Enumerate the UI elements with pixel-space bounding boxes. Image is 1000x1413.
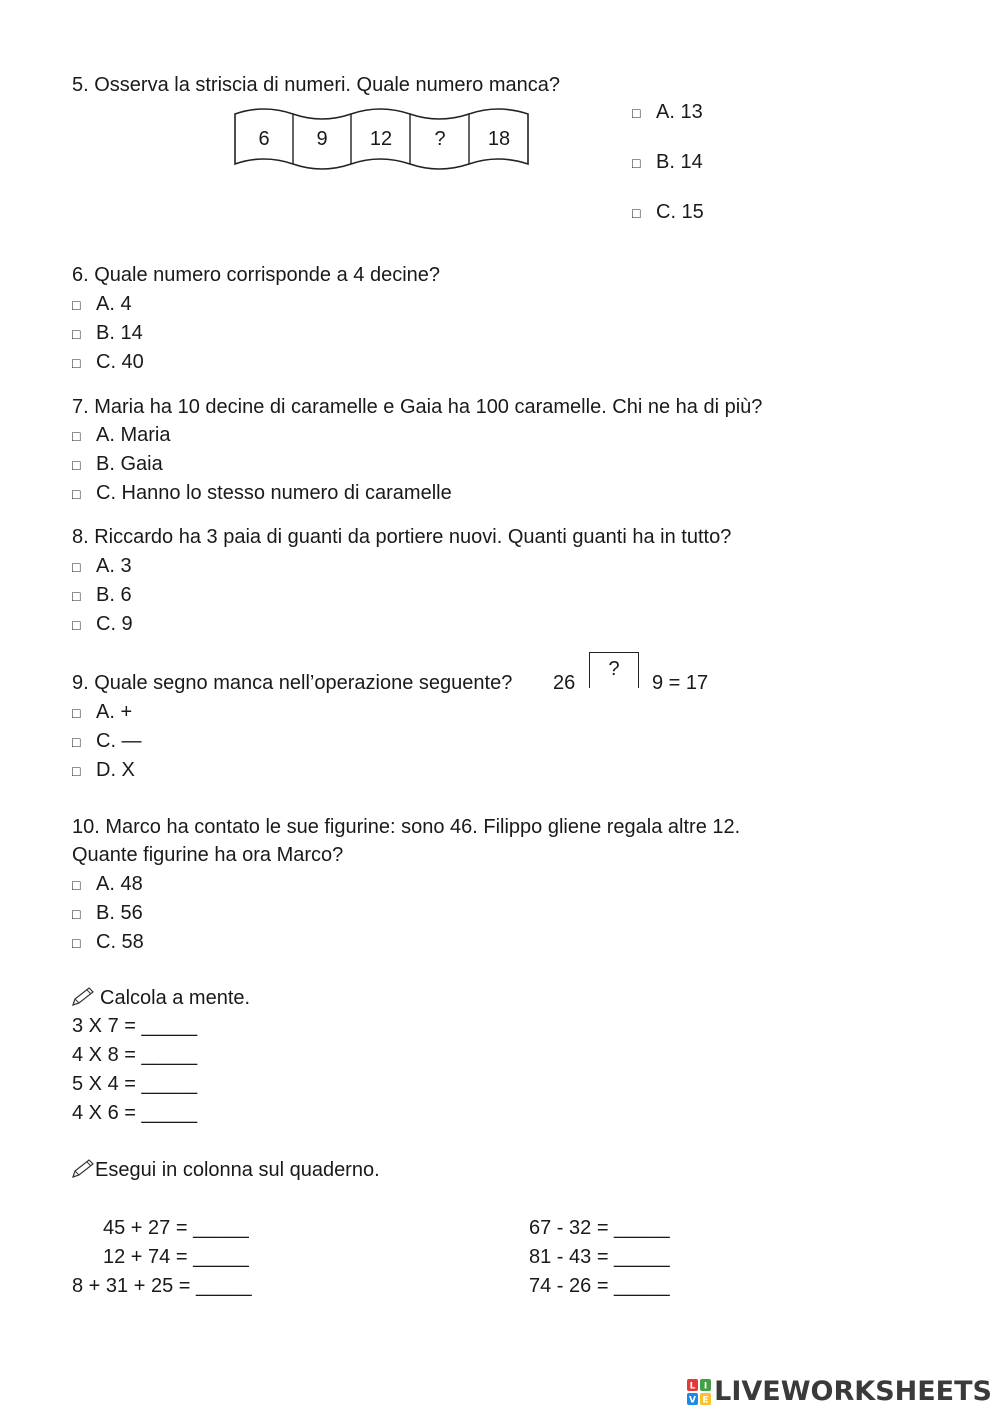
- checkbox[interactable]: □: [72, 297, 81, 313]
- mental-item[interactable]: 3 X 7 = _____: [72, 1015, 198, 1037]
- strip-cell: 18: [487, 128, 511, 150]
- q10-question-line1: 10. Marco ha contato le sue figurine: sono 46. Filippo gliene regala altre 12.: [72, 816, 741, 838]
- checkbox[interactable]: □: [72, 734, 81, 750]
- q10-option-c[interactable]: □ C. 58: [72, 931, 144, 953]
- q10-option-a[interactable]: □ A. 48: [72, 873, 143, 895]
- q7-option-a[interactable]: □ A. Maria: [72, 424, 171, 446]
- checkbox[interactable]: □: [72, 877, 81, 893]
- mental-title: Calcola a mente.: [100, 987, 251, 1009]
- svg-text:E: E: [702, 1395, 709, 1405]
- svg-text:L: L: [689, 1381, 696, 1391]
- liveworksheets-logo: [686, 1376, 992, 1407]
- strip-cell: 12: [369, 128, 393, 150]
- checkbox[interactable]: □: [632, 105, 641, 121]
- q9-rest: 9 = 17: [652, 672, 709, 694]
- liveworksheets-badge-icon: [686, 1378, 712, 1406]
- q9-question: 9. Quale segno manca nell’operazione seguente?: [72, 672, 513, 694]
- q5-question: 5. Osserva la striscia di numeri. Quale numero manca?: [72, 74, 560, 96]
- q5-option-a[interactable]: □ A. 13: [632, 101, 703, 123]
- q5-option-b[interactable]: □ B. 14: [632, 151, 703, 173]
- q6-option-c[interactable]: □ C. 40: [72, 351, 144, 373]
- q6-question: 6. Quale numero corrisponde a 4 decine?: [72, 264, 441, 286]
- svg-text:V: V: [689, 1395, 697, 1405]
- checkbox[interactable]: □: [72, 355, 81, 371]
- strip-cell: 9: [316, 128, 328, 150]
- q9-option-c[interactable]: □ C. —: [72, 730, 142, 752]
- svg-text:I: I: [703, 1381, 708, 1391]
- mental-item[interactable]: 5 X 4 = _____: [72, 1073, 198, 1095]
- column-op-right[interactable]: 74 - 26 = _____: [529, 1275, 670, 1297]
- q10-option-b[interactable]: □ B. 56: [72, 902, 143, 924]
- q5-option-c[interactable]: □ C. 15: [632, 201, 704, 223]
- checkbox[interactable]: □: [72, 326, 81, 342]
- checkbox[interactable]: □: [72, 486, 81, 502]
- q8-question: 8. Riccardo ha 3 paia di guanti da portiere nuovi. Quanti guanti ha in tutto?: [72, 526, 732, 548]
- q6-option-a[interactable]: □ A. 4: [72, 293, 132, 315]
- q6-option-b[interactable]: □ B. 14: [72, 322, 143, 344]
- q9-operand: 26: [553, 672, 576, 694]
- column-title: Esegui in colonna sul quaderno.: [95, 1159, 380, 1181]
- checkbox[interactable]: □: [72, 935, 81, 951]
- checkbox[interactable]: □: [72, 763, 81, 779]
- pencil-icon: [70, 1158, 96, 1180]
- checkbox[interactable]: □: [72, 617, 81, 633]
- q8-option-c[interactable]: □ C. 9: [72, 613, 133, 635]
- q7-option-b[interactable]: □ B. Gaia: [72, 453, 163, 475]
- q8-option-b[interactable]: □ B. 6: [72, 584, 132, 606]
- q7-question: 7. Maria ha 10 decine di caramelle e Gaia ha 100 caramelle. Chi ne ha di più?: [72, 396, 763, 418]
- checkbox[interactable]: □: [72, 559, 81, 575]
- checkbox[interactable]: □: [632, 205, 641, 221]
- q8-option-a[interactable]: □ A. 3: [72, 555, 132, 577]
- column-op-right[interactable]: 67 - 32 = _____: [529, 1217, 670, 1239]
- q7-option-c[interactable]: □ C. Hanno lo stesso numero di caramelle: [72, 482, 452, 504]
- column-op-left[interactable]: 8 + 31 + 25 = _____: [72, 1275, 252, 1297]
- q9-option-d[interactable]: □ D. X: [72, 759, 135, 781]
- q10-question-line2: Quante figurine ha ora Marco?: [72, 844, 344, 866]
- mental-item[interactable]: 4 X 6 = _____: [72, 1102, 198, 1124]
- checkbox[interactable]: □: [72, 705, 81, 721]
- column-op-right[interactable]: 81 - 43 = _____: [529, 1246, 670, 1268]
- checkbox[interactable]: □: [72, 588, 81, 604]
- pencil-icon: [70, 986, 96, 1008]
- checkbox[interactable]: □: [632, 155, 641, 171]
- liveworksheets-wordmark: LIVEWORKSHEETS: [714, 1376, 992, 1407]
- checkbox[interactable]: □: [72, 457, 81, 473]
- q9-option-a[interactable]: □ A. +: [72, 701, 133, 723]
- mental-item[interactable]: 4 X 8 = _____: [72, 1044, 198, 1066]
- checkbox[interactable]: □: [72, 906, 81, 922]
- column-op-left[interactable]: 45 + 27 = _____: [103, 1217, 249, 1239]
- column-op-left[interactable]: 12 + 74 = _____: [103, 1246, 249, 1268]
- strip-cell: 6: [258, 128, 270, 150]
- checkbox[interactable]: □: [72, 428, 81, 444]
- q9-missing-sign-box[interactable]: ?: [589, 652, 639, 688]
- strip-cell-missing: ?: [434, 128, 446, 150]
